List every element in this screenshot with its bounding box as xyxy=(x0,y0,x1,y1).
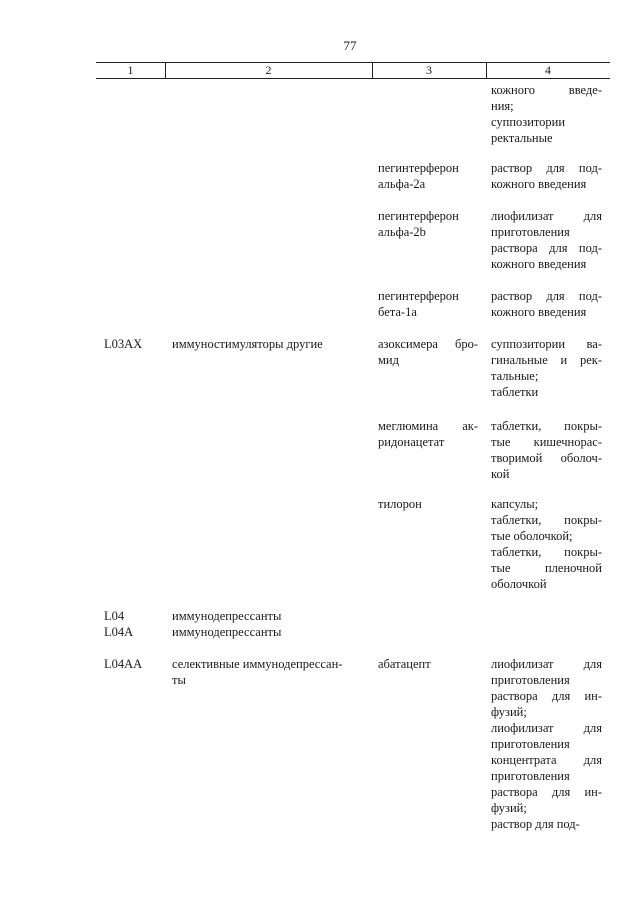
dosage-form: ректальные xyxy=(491,131,553,145)
dosage-form: таблетки, покры- xyxy=(491,513,602,527)
dosage-form: кожного введения xyxy=(491,305,587,319)
dosage-form: раствор для под- xyxy=(491,161,602,175)
drug-name: пегинтерферон xyxy=(378,209,459,223)
dosage-form: кожного введения xyxy=(491,177,587,191)
atc-code: L04A xyxy=(104,625,134,639)
dosage-form: тальные; xyxy=(491,369,539,383)
dosage-form: кожного введе- xyxy=(491,83,602,97)
dosage-form: фузий; xyxy=(491,801,527,815)
group-name: иммуностимуляторы другие xyxy=(172,337,323,351)
dosage-form: лиофилизат для xyxy=(491,209,602,223)
drug-name: ридонацетат xyxy=(378,435,445,449)
dosage-form: творимой оболоч- xyxy=(491,451,602,465)
drug-name: пегинтерферон xyxy=(378,289,459,303)
dosage-form: раствора для под- xyxy=(491,241,602,255)
dosage-form: раствор для под- xyxy=(491,289,602,303)
group-name: ты xyxy=(172,673,186,687)
dosage-form: кой xyxy=(491,467,510,481)
atc-code: L04AA xyxy=(104,657,143,671)
atc-code: L03AX xyxy=(104,337,143,351)
drug-name: мид xyxy=(378,353,399,367)
dosage-form: приготовления xyxy=(491,673,570,687)
drug-name: альфа-2а xyxy=(378,177,426,191)
dosage-form: капсулы; xyxy=(491,497,539,511)
drug-name: меглюмина ак- xyxy=(378,419,478,433)
column-header-3: 3 xyxy=(426,63,432,77)
column-header-1: 1 xyxy=(127,63,134,77)
dosage-form: тые пленочной xyxy=(491,561,602,575)
dosage-form: гинальные и рек- xyxy=(491,353,602,367)
dosage-form: ния; xyxy=(491,99,514,113)
column-header-4: 4 xyxy=(545,63,551,77)
group-name: селективные иммунодепрессан- xyxy=(172,657,343,671)
dosage-form: суппозитории ва- xyxy=(491,337,602,351)
drug-name: бета-1а xyxy=(378,305,417,319)
dosage-form: оболочкой xyxy=(491,577,547,591)
atc-code: L04 xyxy=(104,609,125,623)
group-name: иммунодепрессанты xyxy=(172,625,282,639)
drug-name: азоксимера бро- xyxy=(378,337,478,351)
dosage-form: приготовления xyxy=(491,225,570,239)
dosage-form: тые кишечнорас- xyxy=(491,435,602,449)
dosage-form: раствора для ин- xyxy=(491,785,602,799)
dosage-form: таблетки, покры- xyxy=(491,419,602,433)
dosage-form: приготовления xyxy=(491,769,570,783)
drug-name: абатацепт xyxy=(378,657,431,671)
drug-name: пегинтерферон xyxy=(378,161,459,175)
dosage-form: фузий; xyxy=(491,705,527,719)
dosage-form: кожного введения xyxy=(491,257,587,271)
column-header-2: 2 xyxy=(265,63,272,77)
drug-name: альфа-2b xyxy=(378,225,426,239)
dosage-form: лиофилизат для xyxy=(491,721,602,735)
dosage-form: раствора для ин- xyxy=(491,689,602,703)
page-number: 77 xyxy=(343,38,357,53)
dosage-form: суппозитории xyxy=(491,115,566,129)
dosage-form: таблетки, покры- xyxy=(491,545,602,559)
drug-name: тилорон xyxy=(378,497,422,511)
dosage-form: тые оболочкой; xyxy=(491,529,573,543)
dosage-form: таблетки xyxy=(491,385,539,399)
group-name: иммунодепрессанты xyxy=(172,609,282,623)
dosage-form: концентрата для xyxy=(491,753,602,767)
dosage-form: приготовления xyxy=(491,737,570,751)
dosage-form: раствор для под- xyxy=(491,817,580,831)
dosage-form: лиофилизат для xyxy=(491,657,602,671)
table-header xyxy=(96,62,610,79)
